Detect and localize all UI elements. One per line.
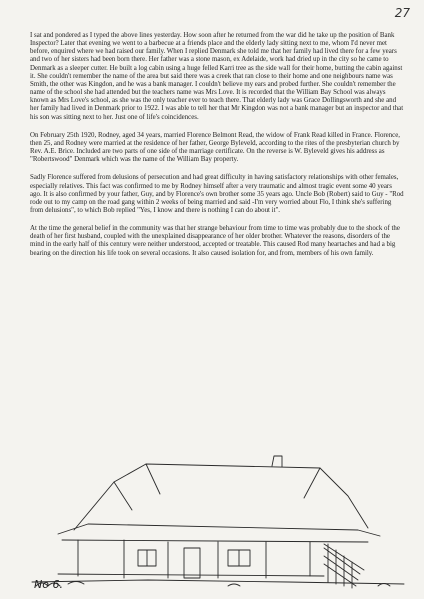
roof-outline: [74, 464, 368, 530]
house-sketch: [28, 452, 408, 592]
paragraph-2: On February 25th 1920, Rodney, aged 34 years, married Florence Belmont Read, the widow of Frank Read killed in France. Florence, then 25, and Rodney were married at the residence of her father, George Byleveld, according to the rites of the presbyterian church by Rev. A.E. Brice. Included are two parts of one side of the marriage certificate. On the reverse is W. Byleveld gives his address as "Robertswood" Denmark which was the name of the William Bay property.: [30, 131, 401, 164]
chimney: [272, 456, 282, 467]
page-number: 27: [394, 6, 410, 20]
document-body: [30, 32, 404, 268]
door: [184, 548, 200, 578]
sketch-caption: No 6.: [34, 578, 63, 591]
stairs: [324, 544, 364, 588]
veranda-roof: [58, 524, 380, 536]
paragraph-3: Sadly Florence suffered from delusions of persecution and had great difficulty in having satisfactory relationships with other females, especially relatives. This fact was confirmed to me by Rodney himself after a very traumatic and almost tragic event some 40 years ago. It is also confirmed by your father, Guy, and by Florence's own brother some 35 years ago. Uncle Bob (Robert) said to Guy - "Rod rode out to my camp on the road gang within 2 weeks of being married and said -I'm very worried about Flo, I think she's suffering from delusions", to which Bob replied "Yes, I know and there is nothing I can do about it".: [30, 174, 404, 214]
paragraph-4: At the time the general belief in the community was that her strange behaviour from time to time was probably due to the shock of the death of her first husband, coupled with the unexplained disappearance of her older brother. Whatever the reasons, disorders of the mind in the early half of this century were neither understood, accepted or treatable. This caused Rod many heartaches and had a big bearing on the direction his life took on several occasions. It also caused isolation for, and from, members of his own family.: [30, 225, 400, 257]
window-left: [138, 550, 156, 566]
paragraph-1: I sat and pondered as I typed the above lines yesterday. How soon after he returned from the war did he take up the position of Bank Inspector? Later that evening we went to a barbecue at a friends place and the elderly lady sitting next to me, whom I'd never met before, enquired where we had raised our family. When I replied Denmark she told me that her family had lived there for a few years and two of her sisters had been born there. Her father was a stone mason, ex Adelaide, work had dried up in the city so he came to Denmark as a sleeper cutter. He built a log cabin using a huge felled Karri tree as the side wall for their home, butting the cabin against it. She couldn't remember the name of the area but said there was a creek that ran close to their home and one neighbours name was Smith, the other was Kingdon, and he was a bank manager. I couldn't believe my ears and probed further. She couldn't remember the name of the school she had attended but the teachers name was Mrs Love. It is recorded that the William Bay School was always known as Mrs Love's school, as she was the only teacher ever to teach there. That elderly lady was Grace Dollingsworth and she and her family had lived in Denmark prior to 1922. I was able to tell her that Mr Kingdon was not a bank manager but an inspector and that his son was sitting next to her. Just one of life's coincidences.: [30, 32, 404, 121]
window-right: [228, 550, 250, 566]
